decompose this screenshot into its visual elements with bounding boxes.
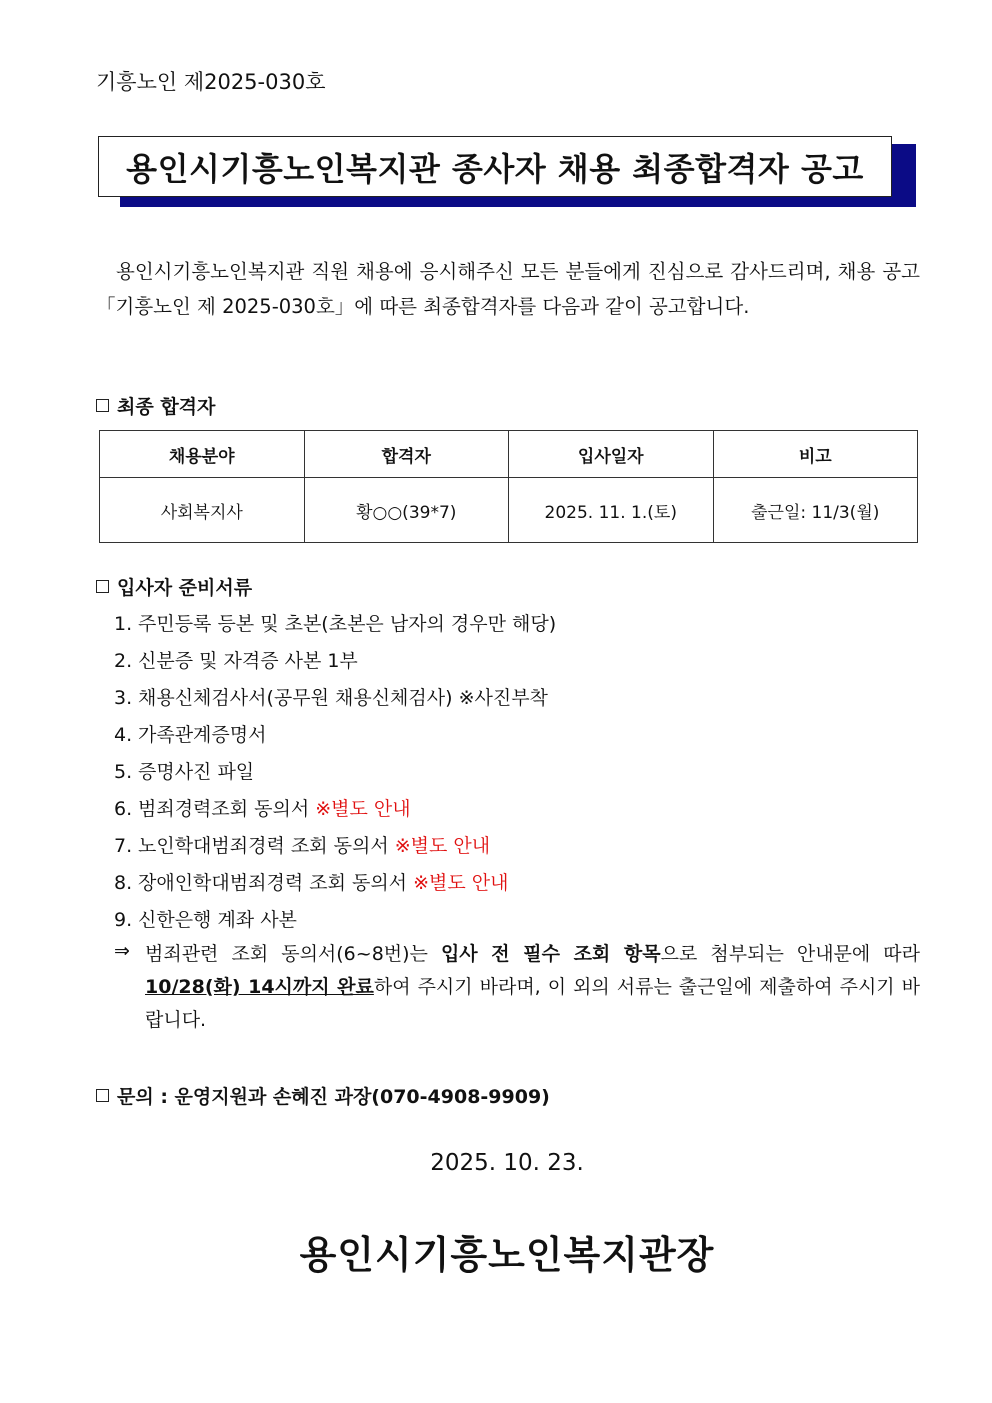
item-text: 범죄경력조회 동의서 xyxy=(138,798,316,820)
item-text: 증명사진 파일 xyxy=(138,761,255,783)
header-remarks: 비고 xyxy=(713,431,918,478)
list-item xyxy=(114,754,556,791)
note-bold: 입사 전 필수 조회 항목 xyxy=(440,943,661,965)
header-field: 채용분야 xyxy=(100,431,305,478)
section-docs-label: 입사자 준비서류 xyxy=(117,577,253,599)
list-item xyxy=(114,680,556,717)
list-item xyxy=(114,902,556,939)
item-text: 신한은행 계좌 사본 xyxy=(138,909,297,931)
docs-note xyxy=(145,938,920,1037)
section-final-label: 최종 합격자 xyxy=(117,396,216,418)
item-note: ※별도 안내 xyxy=(394,835,491,857)
item-number: 4. xyxy=(114,724,133,746)
item-note: ※별도 안내 xyxy=(413,872,509,894)
item-number: 8. xyxy=(114,872,133,894)
section-contact-label: 문의 : 운영지원과 손혜진 과장(070-4908-9909) xyxy=(117,1086,550,1108)
note-text-1: 범죄관련 조회 동의서(6~8번)는 xyxy=(145,943,441,965)
note-deadline: 10/28(화) 14시까지 완료 xyxy=(145,976,374,998)
issuer-name: 용인시기흥노인복지관장 xyxy=(299,1233,715,1277)
note-text-2: 으로 첨부되는 안내문에 따라 xyxy=(660,943,921,965)
item-note: ※별도 안내 xyxy=(315,798,411,820)
list-item xyxy=(114,606,556,643)
checkbox-square-icon xyxy=(96,1089,109,1102)
item-number: 9. xyxy=(114,909,133,931)
item-text: 주민등록 등본 및 초본(초본은 남자의 경우만 해당) xyxy=(138,613,557,635)
header-passer: 합격자 xyxy=(304,431,509,478)
cell-remarks: 출근일: 11/3(월) xyxy=(713,478,918,543)
item-number: 2. xyxy=(114,650,133,672)
cell-start-date: 2025. 11. 1.(토) xyxy=(509,478,714,543)
final-result-table xyxy=(99,430,918,543)
list-item xyxy=(114,828,556,865)
document-list xyxy=(114,606,556,939)
note-text-3: 하여 주시기 바라며, 이 외의 서류는 출근일에 제출하여 주시기 바랍니다. xyxy=(145,976,920,1031)
page-title: 용인시기흥노인복지관 종사자 채용 최종합격자 공고 xyxy=(126,149,864,188)
item-number: 6. xyxy=(114,798,133,820)
item-number: 5. xyxy=(114,761,133,783)
list-item xyxy=(114,865,556,902)
item-text: 채용신체검사서(공무원 채용신체검사) ※사진부착 xyxy=(138,687,548,709)
checkbox-square-icon xyxy=(96,399,109,412)
document-number: 기흥노인 제2025-030호 xyxy=(96,70,326,94)
section-contact-heading xyxy=(96,1082,550,1109)
title-box xyxy=(98,136,892,197)
item-number: 3. xyxy=(114,687,133,709)
title-banner xyxy=(98,136,918,208)
item-number: 7. xyxy=(114,835,133,857)
announcement-date: 2025. 10. 23. xyxy=(430,1150,584,1176)
item-text: 신분증 및 자격증 사본 1부 xyxy=(138,650,358,672)
item-number: 1. xyxy=(114,613,133,635)
list-item xyxy=(114,717,556,754)
section-docs-heading xyxy=(96,573,252,600)
intro-paragraph: 용인시기흥노인복지관 직원 채용에 응시해주신 모든 분들에게 진심으로 감사드리며, 채용 공고「기흥노인 제 2025-030호」에 따른 최종합격자를 다음과 같이 공고합니다. xyxy=(96,260,920,318)
item-text: 노인학대범죄경력 조회 동의서 xyxy=(138,835,395,857)
cell-field: 사회복지사 xyxy=(100,478,305,543)
cell-passer: 황○○(39*7) xyxy=(304,478,509,543)
checkbox-square-icon xyxy=(96,580,109,593)
item-text: 장애인학대범죄경력 조회 동의서 xyxy=(138,872,414,894)
table-row xyxy=(100,478,918,543)
list-item xyxy=(114,791,556,828)
section-final-heading xyxy=(96,392,215,419)
list-item xyxy=(114,643,556,680)
header-start-date: 입사일자 xyxy=(509,431,714,478)
table-header-row xyxy=(100,431,918,478)
item-text: 가족관계증명서 xyxy=(138,724,267,746)
arrow-icon: ⇒ xyxy=(114,940,130,962)
